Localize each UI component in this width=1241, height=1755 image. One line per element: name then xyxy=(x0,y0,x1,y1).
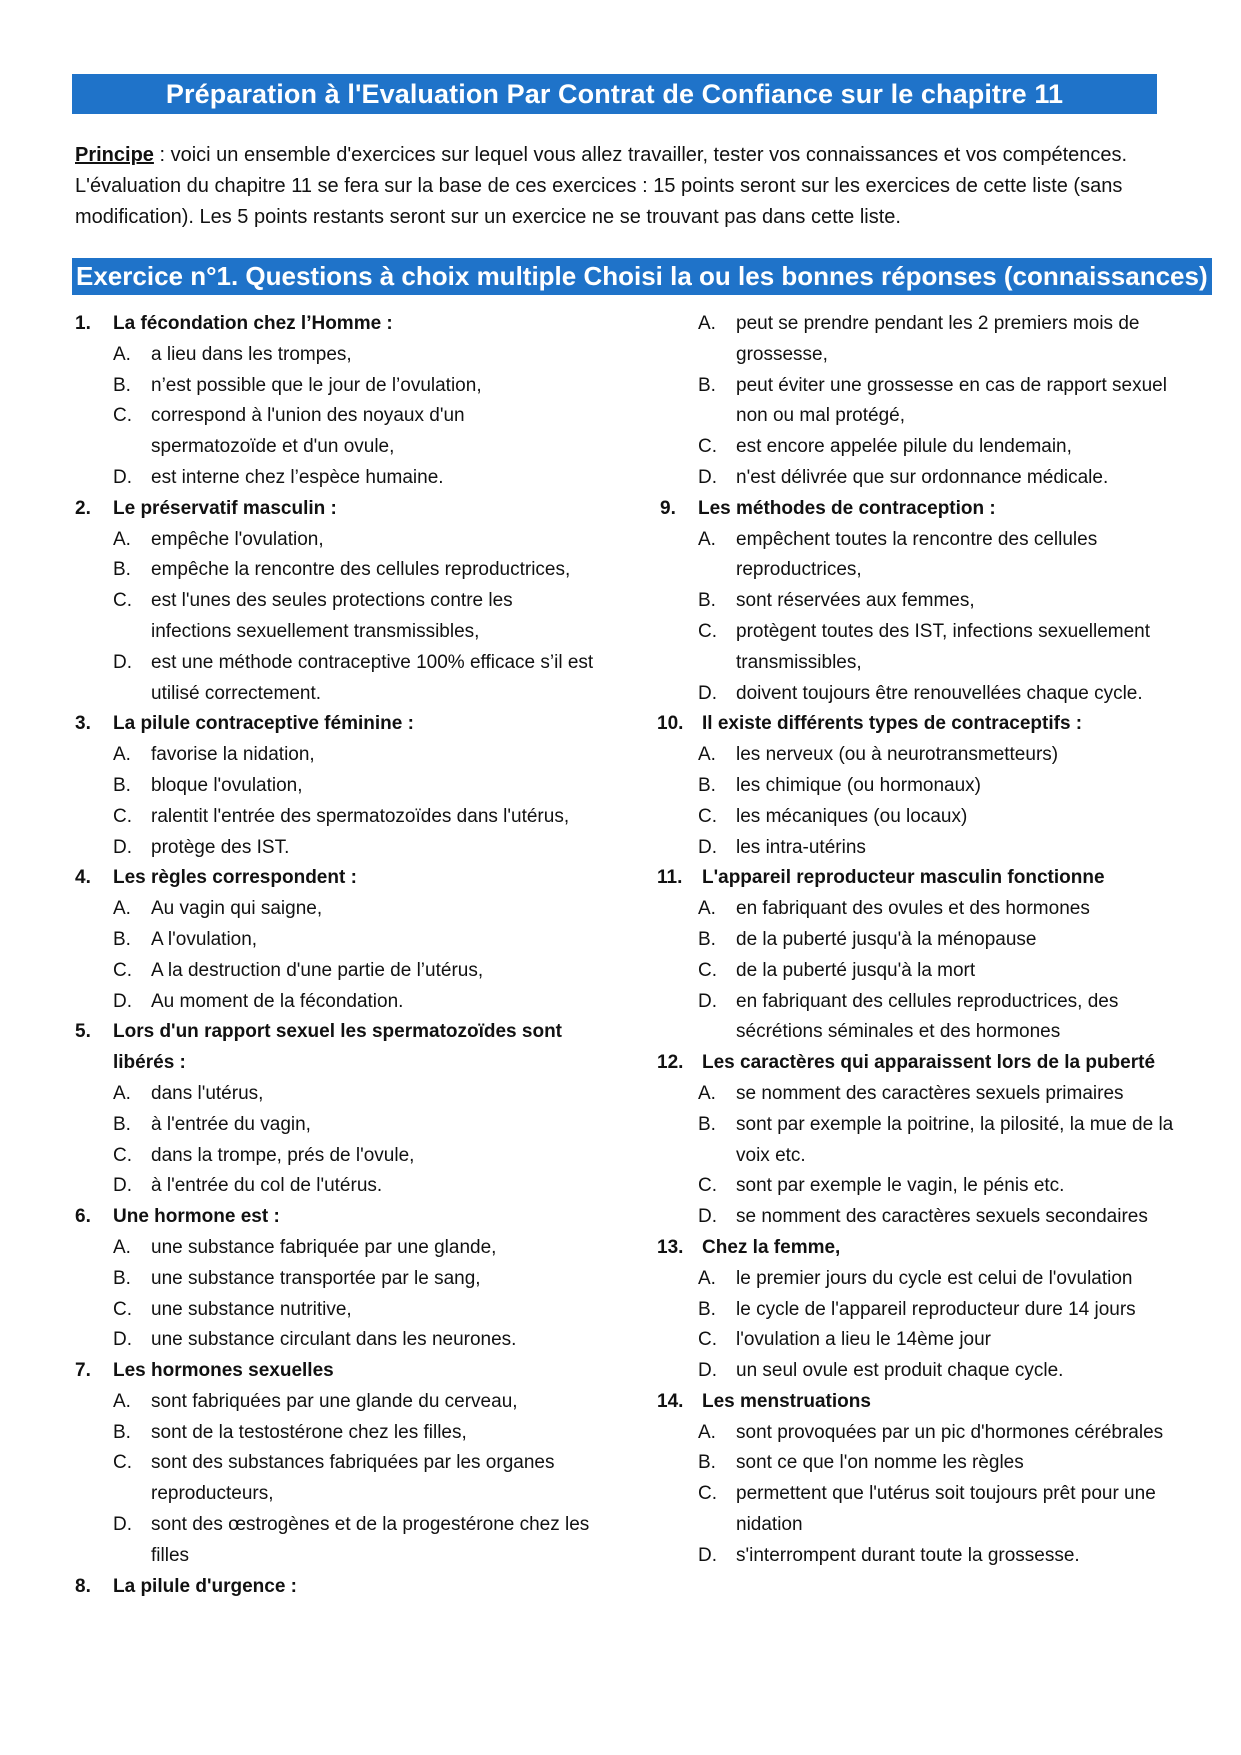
option-letter: C. xyxy=(698,805,717,827)
question-number: 9. xyxy=(660,497,676,519)
option-letter: A. xyxy=(113,1082,131,1104)
answer-option xyxy=(698,1418,1180,1449)
question-text: La pilule d'urgence : xyxy=(113,1575,297,1597)
option-letter: D. xyxy=(698,1360,717,1382)
option-text: les nerveux (ou à neurotransmetteurs) xyxy=(736,744,1059,766)
answer-option xyxy=(698,1202,1180,1233)
option-letter: D. xyxy=(698,1206,717,1228)
answer-option xyxy=(113,1510,595,1572)
question-number: 3. xyxy=(75,713,91,735)
option-letter: A. xyxy=(113,528,131,550)
question-text: La fécondation chez l’Homme : xyxy=(113,313,393,334)
answer-option xyxy=(113,555,595,586)
question xyxy=(75,309,595,340)
question-text: L'appareil reproducteur masculin fonctionne xyxy=(702,867,1105,889)
question xyxy=(75,1572,595,1603)
option-text: Au vagin qui saigne, xyxy=(151,898,323,920)
option-letter: D. xyxy=(698,836,717,858)
answer-option xyxy=(113,894,595,925)
question-number: 10. xyxy=(657,713,684,735)
option-letter: D. xyxy=(113,1514,132,1536)
question xyxy=(657,1048,1180,1079)
question xyxy=(75,863,595,894)
answer-option xyxy=(698,802,1180,833)
option-letter: D. xyxy=(698,990,717,1012)
answer-option xyxy=(113,1387,595,1418)
question-text: Il existe différents types de contraceptifs : xyxy=(702,713,1083,735)
question-text: Les hormones sexuelles xyxy=(113,1360,334,1382)
option-text: sont réservées aux femmes, xyxy=(736,590,975,612)
option-letter: A. xyxy=(113,1236,131,1258)
option-letter: B. xyxy=(113,1267,131,1289)
option-letter: D. xyxy=(113,1329,132,1351)
option-letter: A. xyxy=(113,343,131,365)
answer-option xyxy=(698,925,1180,956)
questions-left-column xyxy=(75,309,595,1602)
answer-option xyxy=(113,956,595,987)
option-text: le premier jours du cycle est celui de l'ovulation xyxy=(736,1267,1133,1289)
answer-option xyxy=(113,1141,595,1172)
question-number: 4. xyxy=(75,867,91,889)
option-text: bloque l'ovulation, xyxy=(151,774,303,796)
option-letter: D. xyxy=(113,836,132,858)
option-text: se nomment des caractères sexuels primaires xyxy=(736,1082,1124,1104)
answer-option xyxy=(113,1418,595,1449)
question-number: 1. xyxy=(75,313,91,334)
question-text: Le préservatif masculin : xyxy=(113,497,337,519)
answer-option xyxy=(113,1264,595,1295)
answer-option xyxy=(698,463,1180,494)
question xyxy=(657,709,1180,740)
answer-option xyxy=(113,1079,595,1110)
answer-option xyxy=(113,401,595,463)
option-text: doivent toujours être renouvellées chaque cycle. xyxy=(736,682,1143,704)
option-text: les intra-utérins xyxy=(736,836,866,858)
option-text: permettent que l'utérus soit toujours prêt pour une nidation xyxy=(736,1483,1156,1536)
question xyxy=(660,494,1180,525)
answer-option xyxy=(698,1171,1180,1202)
answer-option xyxy=(698,894,1180,925)
answer-option xyxy=(113,1110,595,1141)
question xyxy=(657,863,1180,894)
answer-option xyxy=(698,432,1180,463)
option-text: empêchent toutes la rencontre des cellules reproductrices, xyxy=(736,528,1098,581)
question-block xyxy=(660,494,1180,710)
option-letter: B. xyxy=(698,590,716,612)
question-block xyxy=(660,309,1180,494)
option-letter: A. xyxy=(113,1390,131,1412)
option-letter: B. xyxy=(113,1113,131,1135)
option-letter: D. xyxy=(698,1544,717,1566)
question-number: 7. xyxy=(75,1360,91,1382)
option-letter: C. xyxy=(113,405,132,427)
option-text: à l'entrée du col de l'utérus. xyxy=(151,1175,383,1197)
option-text: le cycle de l'appareil reproducteur dure 14 jours xyxy=(736,1298,1136,1320)
option-letter: C. xyxy=(113,959,132,981)
question-block xyxy=(657,1048,1180,1233)
answer-option xyxy=(698,740,1180,771)
question xyxy=(75,1202,595,1233)
question-text: La pilule contraceptive féminine : xyxy=(113,713,414,735)
option-text: protège des IST. xyxy=(151,836,290,858)
answer-option xyxy=(113,802,595,833)
option-letter: A. xyxy=(698,1421,716,1443)
answer-option xyxy=(113,1171,595,1202)
option-text: est l'unes des seules protections contre les infections sexuellement transmissibles, xyxy=(151,590,513,642)
question-block xyxy=(657,863,1180,1048)
option-text: favorise la nidation, xyxy=(151,744,315,766)
answer-option xyxy=(698,1079,1180,1110)
option-letter: C. xyxy=(113,590,132,612)
option-text: empêche l'ovulation, xyxy=(151,528,324,550)
question-block xyxy=(657,1233,1180,1387)
question-block xyxy=(657,1387,1180,1572)
answer-option xyxy=(698,309,1180,371)
option-text: protègent toutes des IST, infections sexuellement transmissibles, xyxy=(736,620,1151,673)
answer-option xyxy=(113,771,595,802)
question-block xyxy=(75,309,595,494)
option-text: une substance nutritive, xyxy=(151,1298,352,1320)
answer-option xyxy=(698,371,1180,433)
option-letter: B. xyxy=(113,928,131,950)
answer-option xyxy=(698,1448,1180,1479)
answer-option xyxy=(113,833,595,864)
answer-option xyxy=(698,1264,1180,1295)
question-block xyxy=(75,1017,595,1202)
answer-option xyxy=(113,740,595,771)
question-text: Les méthodes de contraception : xyxy=(698,497,996,519)
option-text: se nomment des caractères sexuels secondaires xyxy=(736,1206,1148,1228)
option-letter: C. xyxy=(698,1175,717,1197)
answer-option xyxy=(113,1448,595,1510)
answer-option xyxy=(698,1479,1180,1541)
answer-option xyxy=(113,925,595,956)
option-letter: A. xyxy=(113,744,131,766)
option-text: sont de la testostérone chez les filles, xyxy=(151,1421,467,1443)
answer-option xyxy=(113,1295,595,1326)
answer-option xyxy=(698,1541,1180,1572)
answer-option xyxy=(113,648,595,710)
option-letter: A. xyxy=(698,1267,716,1289)
answer-option xyxy=(698,987,1180,1049)
answer-option xyxy=(113,525,595,556)
option-letter: B. xyxy=(698,374,716,396)
option-text: Au moment de la fécondation. xyxy=(151,990,404,1012)
option-text: n’est possible que le jour de l’ovulation, xyxy=(151,374,482,396)
option-text: dans l'utérus, xyxy=(151,1082,264,1104)
option-text: sont par exemple la poitrine, la pilosité, la mue de la voix etc. xyxy=(736,1113,1174,1166)
option-letter: B. xyxy=(113,774,131,796)
question-number: 5. xyxy=(75,1021,91,1043)
option-text: les chimique (ou hormonaux) xyxy=(736,774,982,796)
answer-option xyxy=(698,1295,1180,1326)
question-block xyxy=(657,709,1180,863)
question-block xyxy=(75,1356,595,1572)
option-letter: D. xyxy=(113,1175,132,1197)
option-text: de la puberté jusqu'à la ménopause xyxy=(736,928,1037,950)
option-letter: B. xyxy=(698,928,716,950)
question-block xyxy=(75,863,595,1017)
option-text: peut éviter une grossesse en cas de rapport sexuel non ou mal protégé, xyxy=(736,374,1167,427)
option-letter: D. xyxy=(698,682,717,704)
option-text: une substance circulant dans les neurones. xyxy=(151,1329,517,1351)
option-letter: B. xyxy=(113,559,131,581)
question-text: Les caractères qui apparaissent lors de la puberté xyxy=(702,1052,1156,1074)
answer-option xyxy=(113,371,595,402)
option-text: de la puberté jusqu'à la mort xyxy=(736,959,976,981)
answer-option xyxy=(698,771,1180,802)
option-letter: C. xyxy=(113,1452,132,1474)
option-text: une substance fabriquée par une glande, xyxy=(151,1236,497,1258)
answer-option xyxy=(113,586,595,648)
answer-option xyxy=(698,617,1180,679)
option-text: a lieu dans les trompes, xyxy=(151,343,352,365)
question-block xyxy=(75,709,595,863)
option-text: ralentit l'entrée des spermatozoïdes dans l'utérus, xyxy=(151,805,570,827)
answer-option xyxy=(698,956,1180,987)
question xyxy=(657,1233,1180,1264)
page-title: Préparation à l'Evaluation Par Contrat de Confiance sur le chapitre 11 xyxy=(72,74,1157,114)
question-number: 6. xyxy=(75,1206,91,1228)
answer-option xyxy=(698,525,1180,587)
option-letter: A. xyxy=(698,1082,716,1104)
principle-label: Principe xyxy=(75,144,154,166)
option-letter: B. xyxy=(698,1452,716,1474)
question xyxy=(657,1387,1180,1418)
option-letter: B. xyxy=(698,1113,716,1135)
option-letter: C. xyxy=(698,1483,717,1505)
option-text: sont des substances fabriquées par les organes reproducteurs, xyxy=(151,1452,555,1505)
option-letter: C. xyxy=(113,805,132,827)
option-letter: C. xyxy=(698,620,717,642)
option-letter: C. xyxy=(698,1329,717,1351)
question xyxy=(75,1356,595,1387)
option-text: est une méthode contraceptive 100% efficace s’il est utilisé correctement. xyxy=(151,651,594,704)
principle-paragraph xyxy=(75,140,1175,233)
option-letter: A. xyxy=(698,313,716,334)
principle-text: : voici un ensemble d'exercices sur lequel vous allez travailler, tester vos connaissances et vos compétences. L'évaluation du chapitre 11 se fera sur la base de ces exercices : 15 points seront sur les exercices de cette liste (sans modification). Les 5 points restants seront sur un exercice ne se trouvant pas dans cette liste. xyxy=(75,144,1128,228)
option-letter: A. xyxy=(698,528,716,550)
option-text: une substance transportée par le sang, xyxy=(151,1267,481,1289)
option-letter: C. xyxy=(113,1144,132,1166)
questions-right-column xyxy=(657,309,1180,1572)
answer-option xyxy=(698,833,1180,864)
option-letter: A. xyxy=(698,744,716,766)
option-text: n'est délivrée que sur ordonnance médicale. xyxy=(736,466,1109,488)
option-letter: B. xyxy=(113,1421,131,1443)
option-text: empêche la rencontre des cellules reproductrices, xyxy=(151,559,571,581)
option-text: sont fabriquées par une glande du cerveau, xyxy=(151,1390,518,1412)
question-number: 12. xyxy=(657,1052,684,1074)
option-text: s'interrompent durant toute la grossesse. xyxy=(736,1544,1080,1566)
question-block xyxy=(75,494,595,710)
option-text: l'ovulation a lieu le 14ème jour xyxy=(736,1329,992,1351)
option-text: sont des œstrogènes et de la progestérone chez les filles xyxy=(151,1514,590,1566)
option-text: est encore appelée pilule du lendemain, xyxy=(736,436,1072,458)
answer-option xyxy=(698,679,1180,710)
option-letter: D. xyxy=(113,651,132,673)
option-letter: B. xyxy=(698,774,716,796)
question-block xyxy=(75,1572,595,1603)
option-text: dans la trompe, prés de l'ovule, xyxy=(151,1144,415,1166)
question-number: 8. xyxy=(75,1575,91,1597)
question-number: 2. xyxy=(75,497,91,519)
option-letter: A. xyxy=(698,898,716,920)
option-text: les mécaniques (ou locaux) xyxy=(736,805,968,827)
option-text: A la destruction d'une partie de l’utérus, xyxy=(151,959,484,981)
exercise-heading: Exercice n°1. Questions à choix multiple Choisi la ou les bonnes réponses (connaissances) xyxy=(72,258,1212,295)
option-text: correspond à l'union des noyaux d'un spermatozoïde et d'un ovule, xyxy=(151,405,465,458)
option-letter: B. xyxy=(113,374,131,396)
answer-option xyxy=(698,1325,1180,1356)
answer-option xyxy=(113,1325,595,1356)
option-text: sont provoquées par un pic d'hormones cérébrales xyxy=(736,1421,1164,1443)
option-letter: D. xyxy=(698,466,717,488)
answer-option xyxy=(113,987,595,1018)
question-number: 11. xyxy=(657,867,683,889)
question-text: Chez la femme, xyxy=(702,1236,841,1258)
option-text: sont ce que l'on nomme les règles xyxy=(736,1452,1024,1474)
answer-option xyxy=(698,1356,1180,1387)
question xyxy=(75,494,595,525)
answer-option xyxy=(698,586,1180,617)
option-text: sont par exemple le vagin, le pénis etc. xyxy=(736,1175,1065,1197)
option-letter: C. xyxy=(113,1298,132,1320)
option-text: à l'entrée du vagin, xyxy=(151,1113,311,1135)
option-letter: D. xyxy=(113,466,132,488)
answer-option xyxy=(113,1233,595,1264)
option-letter: C. xyxy=(698,959,717,981)
option-text: un seul ovule est produit chaque cycle. xyxy=(736,1360,1064,1382)
option-text: peut se prendre pendant les 2 premiers mois de grossesse, xyxy=(736,313,1140,365)
question-block xyxy=(75,1202,595,1356)
option-letter: C. xyxy=(698,436,717,458)
option-text: A l'ovulation, xyxy=(151,928,258,950)
question-text: Une hormone est : xyxy=(113,1206,280,1228)
option-text: en fabriquant des ovules et des hormones xyxy=(736,898,1090,920)
option-text: est interne chez l’espèce humaine. xyxy=(151,466,444,488)
option-letter: B. xyxy=(698,1298,716,1320)
option-letter: D. xyxy=(113,990,132,1012)
option-letter: A. xyxy=(113,898,131,920)
question-text: Les menstruations xyxy=(702,1390,871,1412)
option-text: en fabriquant des cellules reproductrices, des sécrétions séminales et des hormones xyxy=(736,990,1119,1043)
answer-option xyxy=(698,1110,1180,1172)
question-number: 13. xyxy=(657,1236,684,1258)
question xyxy=(75,709,595,740)
question-text: Lors d'un rapport sexuel les spermatozoïdes sont libérés : xyxy=(113,1021,563,1074)
answer-option xyxy=(113,463,595,494)
question-number: 14. xyxy=(657,1390,684,1412)
question-text: Les règles correspondent : xyxy=(113,867,357,889)
answer-option xyxy=(113,340,595,371)
question xyxy=(75,1017,595,1079)
